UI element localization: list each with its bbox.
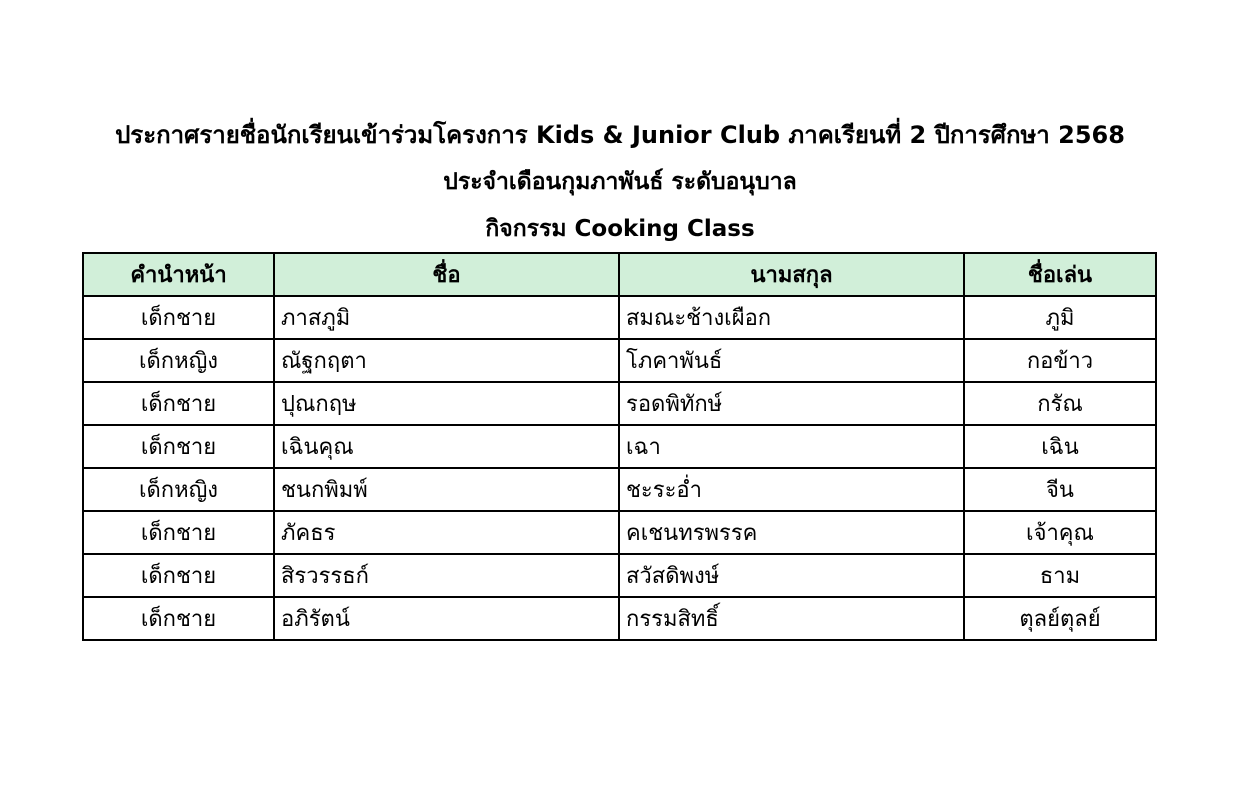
cell-nickname: ธาม <box>964 554 1156 597</box>
cell-nickname: จีน <box>964 468 1156 511</box>
column-header-prefix: คำนำหน้า <box>83 253 274 296</box>
table-row <box>83 597 1156 640</box>
cell-first-name: ชนกพิมพ์ <box>274 468 619 511</box>
cell-first-name: ณัฐกฤตา <box>274 339 619 382</box>
cell-first-name: เฉินคุณ <box>274 425 619 468</box>
table-row <box>83 425 1156 468</box>
announcement-subtitle: ประจำเดือนกุมภาพันธ์ ระดับอนุบาล <box>443 169 797 195</box>
table-row <box>83 468 1156 511</box>
cell-last-name: กรรมสิทธิ์ <box>619 597 964 640</box>
table-row <box>83 554 1156 597</box>
cell-first-name: ปุณกฤษ <box>274 382 619 425</box>
table-row <box>83 382 1156 425</box>
cell-last-name: สวัสดิพงษ์ <box>619 554 964 597</box>
cell-prefix: เด็กหญิง <box>83 468 274 511</box>
cell-prefix: เด็กชาย <box>83 511 274 554</box>
cell-nickname: เฉิน <box>964 425 1156 468</box>
cell-prefix: เด็กชาย <box>83 382 274 425</box>
cell-prefix: เด็กหญิง <box>83 339 274 382</box>
column-header-nickname: ชื่อเล่น <box>964 253 1156 296</box>
announcement-title: ประกาศรายชื่อนักเรียนเข้าร่วมโครงการ Kids & Junior Club ภาคเรียนที่ 2 ปีการศึกษา 2568 <box>115 121 1125 149</box>
cell-last-name: รอดพิทักษ์ <box>619 382 964 425</box>
cell-prefix: เด็กชาย <box>83 554 274 597</box>
cell-first-name: สิรวรรธก์ <box>274 554 619 597</box>
cell-prefix: เด็กชาย <box>83 296 274 339</box>
table-row <box>83 296 1156 339</box>
cell-prefix: เด็กชาย <box>83 597 274 640</box>
activity-title: กิจกรรม Cooking Class <box>485 216 755 242</box>
cell-last-name: ชะระอ่ำ <box>619 468 964 511</box>
cell-nickname: เจ้าคุณ <box>964 511 1156 554</box>
table-row <box>83 339 1156 382</box>
cell-nickname: ภูมิ <box>964 296 1156 339</box>
student-roster-table <box>82 252 1157 641</box>
column-header-first-name: ชื่อ <box>274 253 619 296</box>
cell-last-name: เฉา <box>619 425 964 468</box>
cell-first-name: ภัคธร <box>274 511 619 554</box>
cell-first-name: อภิรัตน์ <box>274 597 619 640</box>
announcement-title-block <box>0 112 1240 253</box>
table-row <box>83 511 1156 554</box>
cell-prefix: เด็กชาย <box>83 425 274 468</box>
cell-last-name: คเชนทรพรรค <box>619 511 964 554</box>
cell-first-name: ภาสภูมิ <box>274 296 619 339</box>
column-header-last-name: นามสกุล <box>619 253 964 296</box>
cell-last-name: สมณะช้างเผือก <box>619 296 964 339</box>
cell-nickname: กรัณ <box>964 382 1156 425</box>
table-header-row <box>83 253 1156 296</box>
cell-nickname: กอข้าว <box>964 339 1156 382</box>
cell-nickname: ตุลย์ตุลย์ <box>964 597 1156 640</box>
cell-last-name: โภคาพันธ์ <box>619 339 964 382</box>
